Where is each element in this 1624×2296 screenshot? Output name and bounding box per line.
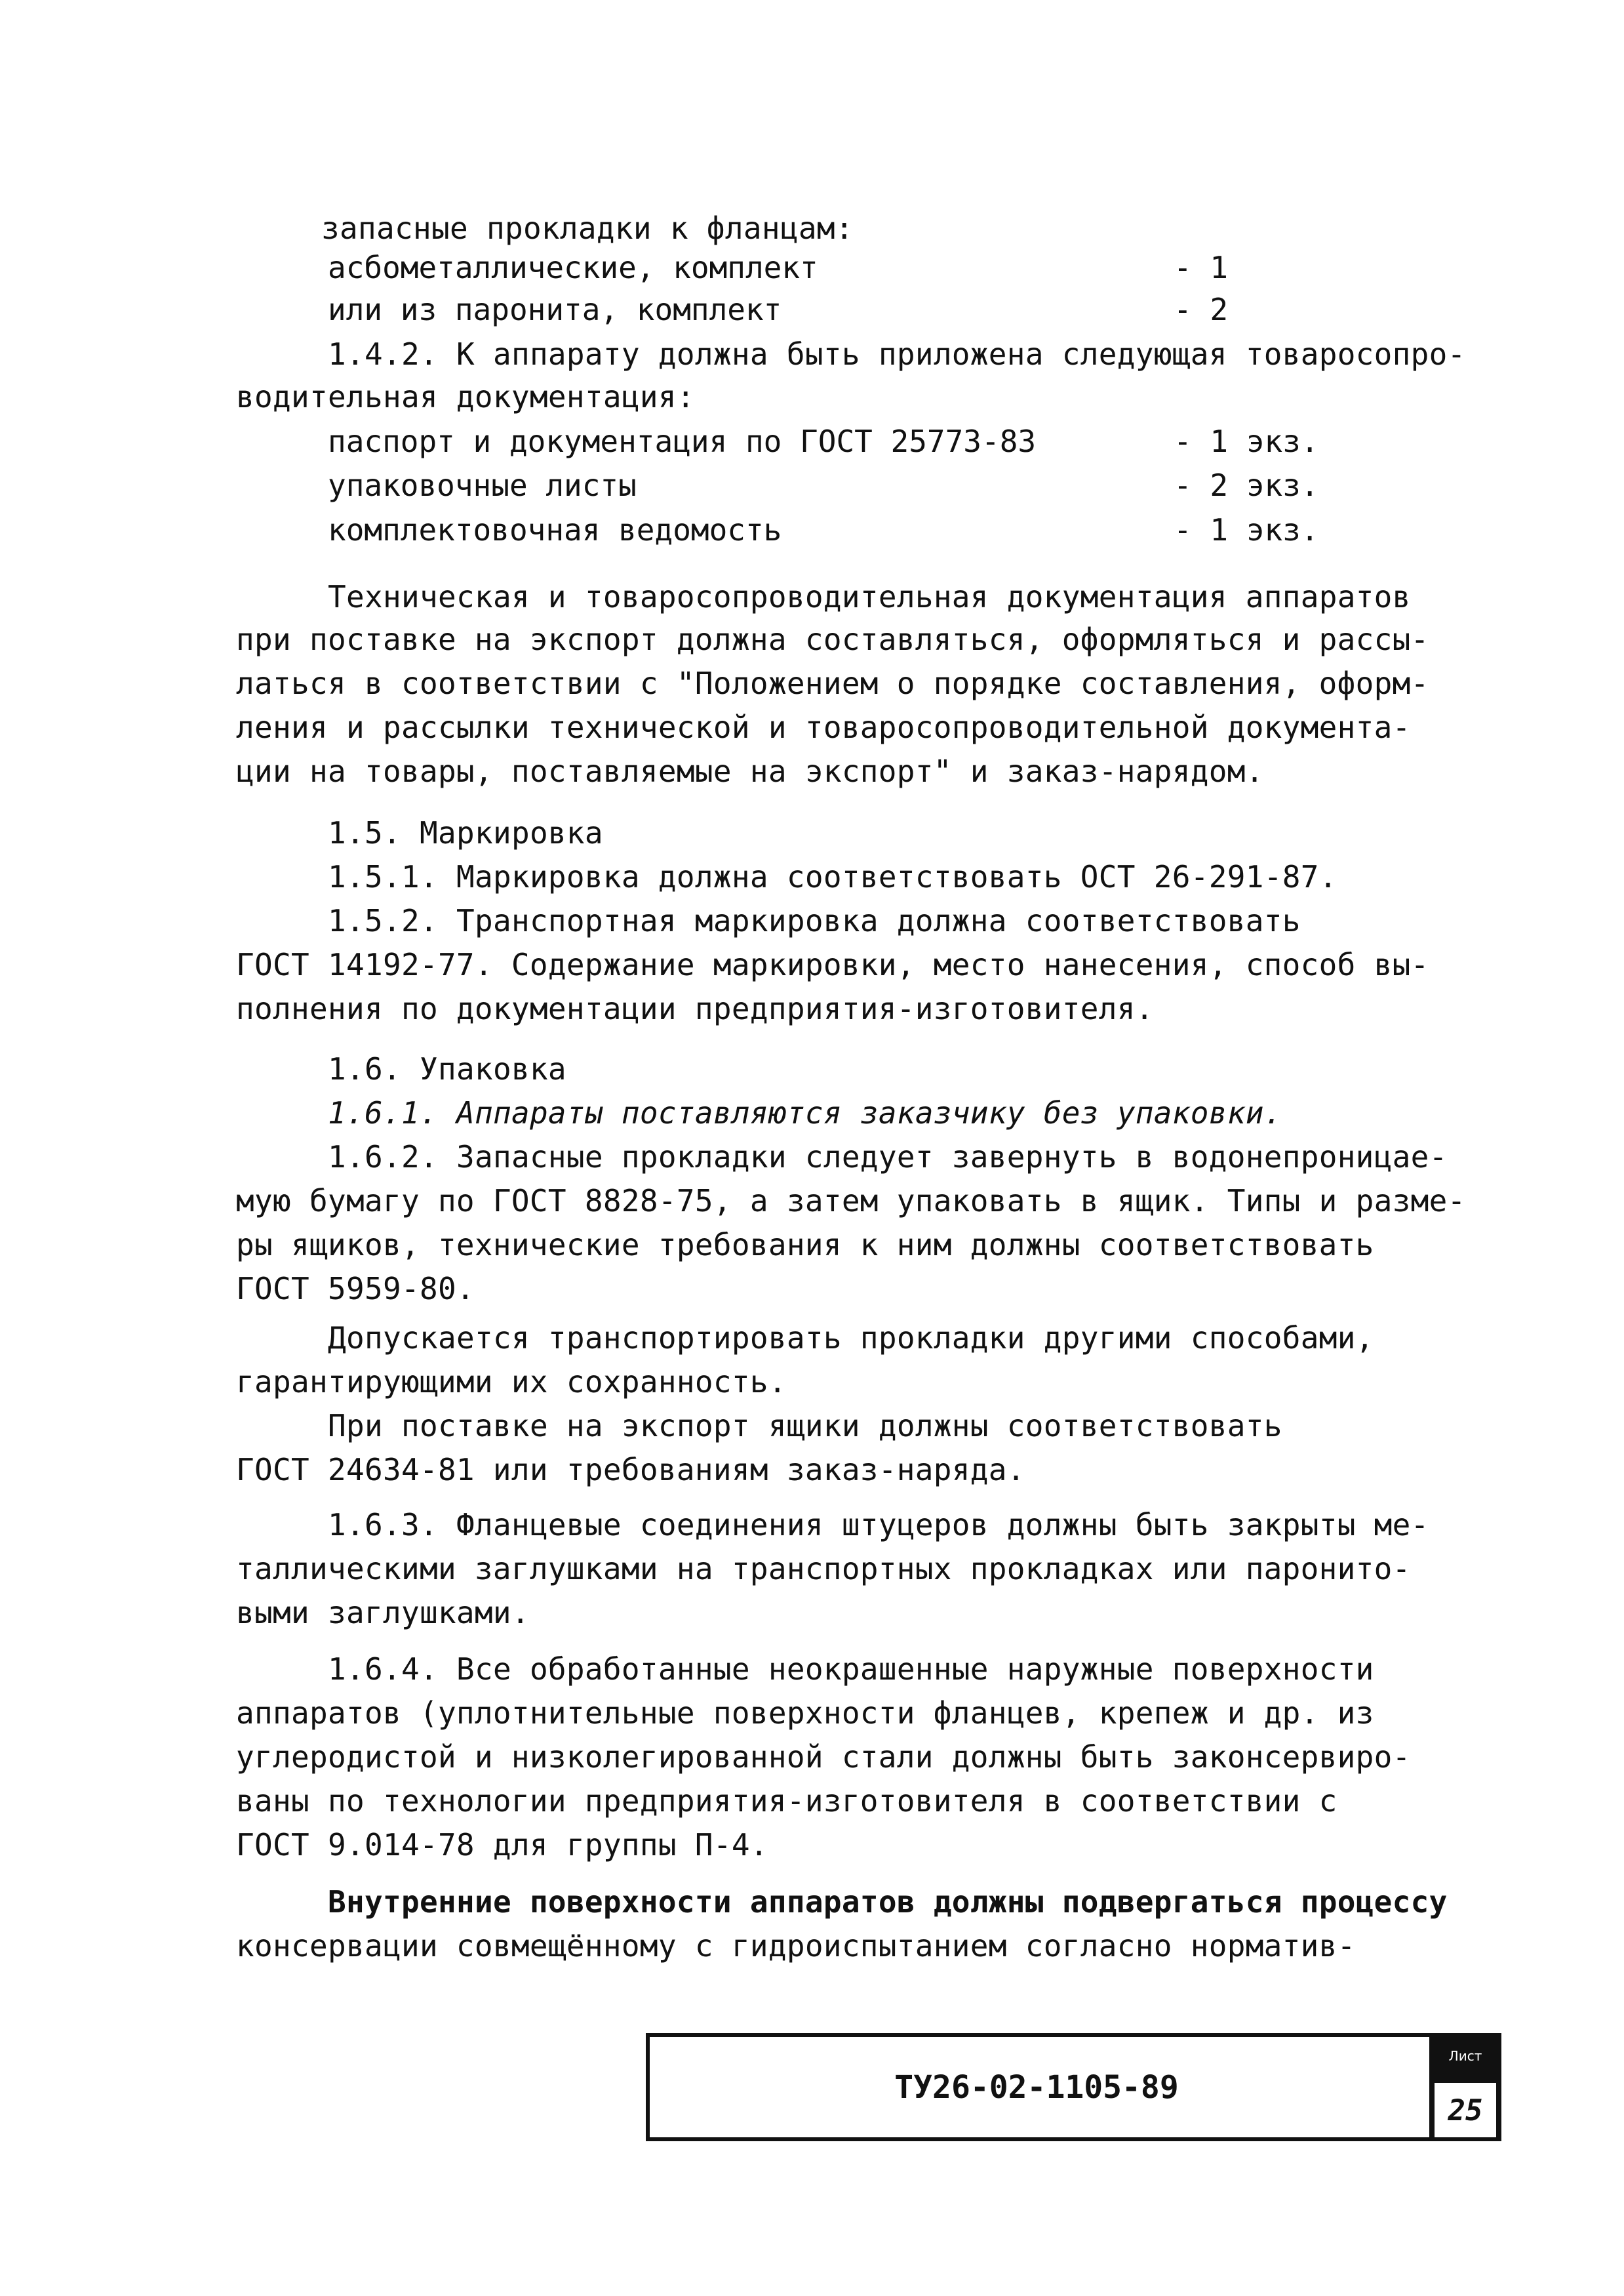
section-heading: 1.5. Маркировка [328,815,603,851]
paragraph-line: 1.6.2. Запасные прокладки следует завернуть в водонепроницае- [328,1139,1448,1175]
paragraph-line: 1.5.1. Маркировка должна соответствовать ОСТ 26-291-87. [328,859,1337,895]
gasket-item-qty: - 1 [1174,250,1229,285]
paragraph-line: Допускается транспортировать прокладки другими способами, [328,1320,1374,1356]
paragraph-line: 1.4.2. К аппарату должна быть приложена следующая товаросопро- [328,336,1466,372]
doc-item-label: паспорт и документация по ГОСТ 25773-83 [328,424,1037,459]
paragraph-line: ления и рассылки технической и товаросопроводительной документа- [236,710,1411,745]
gasket-item-qty: - 2 [1174,292,1229,327]
gasket-item-label: или из паронита, комплект [328,292,782,327]
doc-item-qty: - 2 экз. [1174,468,1319,503]
paragraph-line: Внутренние поверхности аппаратов должны подвергаться процессу [328,1884,1448,1920]
paragraph-line: мую бумагу по ГОСТ 8828-75, а затем упаковать в ящик. Типы и разме- [236,1183,1466,1218]
doc-item-label: комплектовочная ведомость [328,512,782,548]
paragraph-line: полнения по документации предприятия-изготовителя. [236,991,1154,1026]
paragraph-line: углеродистой и низколегированной стали должны быть законсервиро- [236,1739,1411,1775]
paragraph-line: ваны по технологии предприятия-изготовителя в соответствии с [236,1783,1337,1819]
paragraph-line: При поставке на экспорт ящики должны соответствовать [328,1408,1282,1443]
gaskets-heading: запасные прокладки к фланцам: [321,211,854,246]
gasket-item-label: асбометаллические, комплект [328,250,818,285]
paragraph-line: аппаратов (уплотнительные поверхности фланцев, крепеж и др. из [236,1695,1374,1731]
paragraph-line: ции на товары, поставляемые на экспорт" и заказ-нарядом. [236,754,1264,789]
sheet-cell [1429,2033,1501,2141]
paragraph-line: консервации совмещённому с гидроиспытанием согласно норматив- [236,1928,1356,1964]
doc-item-label: упаковочные листы [328,468,637,503]
paragraph-line: гарантирующими их сохранность. [236,1364,787,1400]
paragraph-line: 1.6.4. Все обработанные неокрашенные наружные поверхности [328,1651,1374,1687]
paragraph-line: ГОСТ 14192-77. Содержание маркировки, место нанесения, способ вы- [236,947,1429,982]
paragraph-line: 1.6.1. Аппараты поставляются заказчику без упаковки. [328,1095,1282,1131]
paragraph-line: водительная документация: [236,379,695,414]
doc-item-qty: - 1 экз. [1174,424,1319,459]
paragraph-line: таллическими заглушками на транспортных прокладках или паронито- [236,1551,1411,1586]
paragraph-line: 1.5.2. Транспортная маркировка должна соответствовать [328,903,1301,938]
paragraph-line: ГОСТ 9.014-78 для группы П-4. [236,1827,768,1863]
paragraph-line: при поставке на экспорт должна составляться, оформляться и рассы- [236,622,1429,657]
paragraph-line: ры ящиков, технические требования к ним должны соответствовать [236,1227,1374,1262]
document-code: ТУ26-02-1105-89 [894,2068,1179,2106]
title-block [646,2033,1501,2141]
section-heading: 1.6. Упаковка [328,1051,566,1087]
paragraph-line: 1.6.3. Фланцевые соединения штуцеров должны быть закрыты ме- [328,1507,1429,1542]
sheet-number: 25 [1448,2094,1483,2127]
paragraph-line: Техническая и товаросопроводительная документация аппаратов [328,579,1411,614]
paragraph-line: выми заглушками. [236,1595,530,1630]
paragraph-line: ГОСТ 24634-81 или требованиям заказ-наряда. [236,1452,1025,1487]
sheet-label: Лист [1435,2033,1496,2083]
paragraph-line: ГОСТ 5959-80. [236,1271,475,1306]
doc-item-qty: - 1 экз. [1174,512,1319,548]
paragraph-line: латься в соответствии с "Положением о порядке составления, оформ- [236,666,1429,701]
